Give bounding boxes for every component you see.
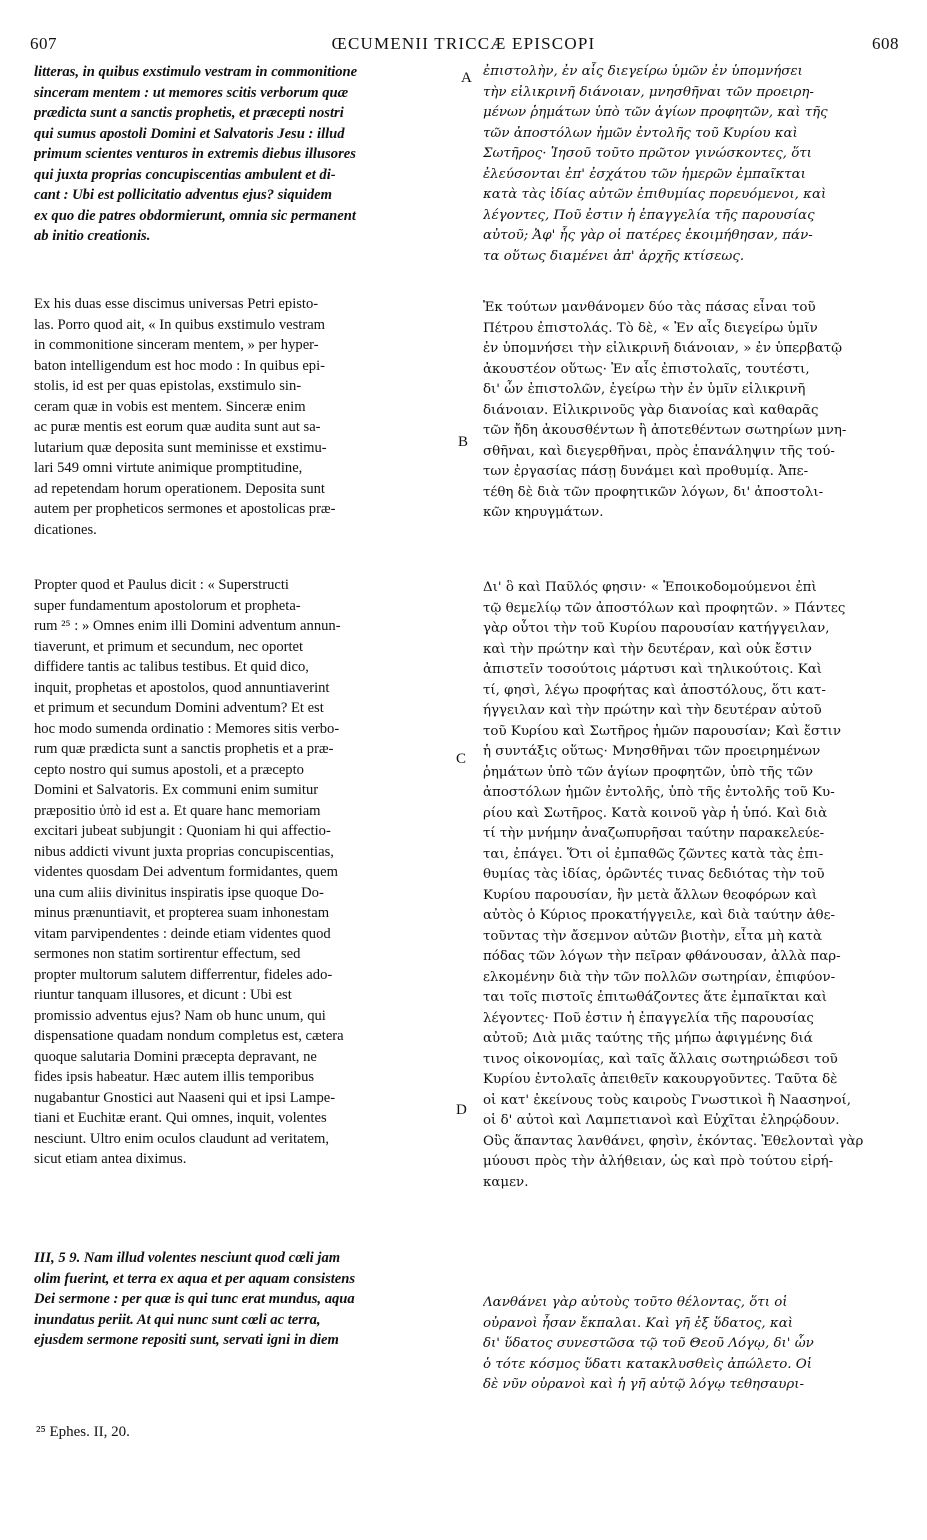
text-line: ται τοῖς πιστοῖς ἐπιτωθάζοντες ἅτε ἐμπαῖκται καὶ (483, 990, 827, 1005)
text-line: propter multorum salutem differrentur, fideles ado- (34, 966, 333, 983)
text-line: olim fuerint, et terra ex aqua et per aquam consistens (34, 1270, 356, 1287)
text-line: una cum aliis divinitus inspiratis ipse quoque Do- (34, 884, 324, 901)
text-line: κατὰ τὰς ἰδίας αὐτῶν ἐπιθυμίας πορευόμενοι, καὶ (483, 187, 827, 202)
margin-marker-a: A (461, 70, 472, 86)
text-line: αὐτοῦ; Ἀφ' ἧς γὰρ οἱ πατέρες ἐκοιμήθησαν, πάν- (483, 228, 813, 243)
text-line: οἱ δ' αὐτοὶ καὶ Λαμπετιανοὶ καὶ Εὐχῖται ἐληρῴδουν. (483, 1113, 840, 1128)
text-line: καὶ τὴν πρώτην καὶ τὴν δευτέραν, καὶ οὐκ ἔστιν (483, 641, 812, 657)
text-line: Πέτρου ἐπιστολάς. Τὸ δὲ, « Ἐν αἷς διεγείρω ὑμῖν (483, 320, 818, 336)
text-line: in commonitione sinceram mentem, » per hyper- (34, 337, 319, 353)
text-line: των ἐργασίας πάσῃ δυνάμει καὶ προθυμίᾳ. Ἀπε- (483, 464, 809, 479)
text-line: τῷ θεμελίῳ τῶν ἀποστόλων καὶ προφητῶν. » Πάντες (483, 600, 846, 616)
text-line: δι' ὧν ἐπιστολῶν, ἐγείρω τὴν ἐν ὑμῖν εἰλικρινῆ (483, 382, 806, 397)
text-line: nugabantur Gnostici aut Naaseni qui et ipsi Lampe- (34, 1089, 336, 1106)
text-line: ἐπιστολὴν, ἐν αἷς διεγείρω ὑμῶν ἐν ὑπομνήσει (483, 64, 803, 79)
text-line: las. Porro quod ait, « In quibus exstimulo vestram (34, 316, 326, 333)
text-line: τῶν ἀποστόλων ἡμῶν ἐντολῆς τοῦ Κυρίου καὶ (483, 125, 798, 141)
text-line: θυμίας τὰς ἰδίας, ὁρῶντές τινας δεδιότας τὴν τοῦ (483, 867, 825, 882)
text-line: Κυρίου ἐντολαῖς ἀπειθεῖν κακουργοῦντες. Ταῦτα δὲ (483, 1072, 838, 1087)
latin-scripture-quote (34, 62, 357, 247)
text-line: οἱ κατ' ἐκείνους τοὺς καιροὺς Γνωστικοὶ ἢ Νaασηνοί, (483, 1092, 852, 1108)
text-line: τί, φησὶ, λέγω προφήτας καὶ ἀποστόλους, ὅτι κατ- (483, 682, 826, 698)
text-line: sermones non statim sortirentur effectum, sed (34, 946, 301, 962)
text-line: baton intelligendum est hoc modo : In quibus epi- (34, 357, 326, 374)
text-line: ejusdem sermone repositi sunt, servati igni in diem (34, 1332, 339, 1348)
margin-marker-d: D (456, 1102, 467, 1118)
text-line: ἐν ὑπομνήσει τὴν εἰλικρινῆ διάνοιαν, » ἐν ὑπερβατῷ (483, 341, 843, 356)
text-line: super fundamentum apostolorum et propheta- (34, 597, 301, 614)
text-line: τινος οἰκονομίας, καὶ ταῖς ἄλλαις σωτηριώδεσι τοῦ (483, 1051, 838, 1067)
text-line: qui sumus apostoli Domini et Salvatoris Jesu : illud (34, 125, 345, 142)
running-title: ŒCUMENII TRICCÆ EPISCOPI (331, 34, 596, 53)
text-line: τῶν ἤδη ἀκουσθέντων ἢ ἀποτεθέντων σωτηρίων μνη- (483, 423, 847, 438)
text-line: et primum et secundum Domini adventum? Et est (34, 700, 324, 716)
text-line: litteras, in quibus exstimulo vestram in commonitione (34, 64, 358, 80)
text-line: rum ²⁵ : » Omnes enim illi Domini adventum annun- (34, 618, 341, 634)
text-line: Ex his duas esse discimus universas Petri episto- (34, 296, 319, 312)
text-line: διάνοιαν. Εἰλικρινοῦς γὰρ διανοίας καὶ καθαρᾶς (483, 402, 819, 418)
text-line: lari 549 omni virtute animique promptitudine, (34, 460, 303, 476)
text-line: riuntur tanquam illusores, et dicunt : Ubi est (34, 987, 292, 1003)
text-line: δι' ὕδατος συνεστῶσα τῷ τοῦ Θεοῦ Λόγῳ, δι' ὧν (483, 1336, 814, 1351)
text-line: λέγοντες· Ποῦ ἐστιν ἡ ἐπαγγελία τῆς παρουσίας (483, 1010, 814, 1026)
text-line: ἀποστόλων ἡμῶν ἐντολῆς, ὑπὸ τῆς ἐντολῆς τοῦ Κυ- (483, 785, 835, 800)
text-line: κῶν κηρυγμάτων. (483, 505, 604, 520)
margin-marker-b: B (458, 434, 469, 450)
text-line: ἀπιστεῖν τοσούτοις μάρτυσι καὶ τηλικούτοις. Καὶ (483, 662, 823, 677)
text-line: cepto nostro qui sumus apostoli, et a præcepto (34, 761, 304, 778)
margin-marker-c: C (456, 751, 467, 767)
text-line: ac puræ mentis est eorum quæ audita sunt aut sa- (34, 419, 321, 435)
text-line: vitam parvipendentes : deinde etiam videntes quod (34, 925, 331, 942)
text-line: ad repetendam horum operationem. Deposita sunt (34, 480, 325, 497)
text-line: primum scientes venturos in extremis diebus illusores (34, 146, 356, 162)
text-line: promissio adventus ejus? Nam ob hunc unum, qui (34, 1007, 326, 1024)
text-line: τοῦ Κυρίου καὶ Σωτῆρος ἡμῶν παρουσίαν; Καὶ ἔστιν (483, 723, 841, 739)
text-line: Σωτῆρος· Ἰησοῦ τοῦτο πρῶτον γινώσκοντες, ὅτι (483, 146, 812, 161)
text-line: videntes quosdam Dei adventum formidantes, quem (34, 864, 338, 880)
greek-scripture-verse (483, 1293, 814, 1396)
greek-commentary-paragraph-2 (483, 578, 863, 1193)
text-line: Propter quod et Paulus dicit : « Superstructi (34, 577, 289, 593)
text-line: præpositio ὑπὸ id est a. Et quare hanc memoriam (34, 802, 321, 819)
text-line: autem per propheticos sermones et apostolicas præ- (34, 501, 336, 517)
text-line: αὐτὸς ὁ Κύριος προκατήγγειλε, καὶ διὰ ταύτην ἀθε- (483, 908, 836, 923)
text-line: τέθη δὲ διὰ τῶν προφητικῶν λόγων, δι' ἀποστολι- (483, 484, 824, 500)
text-line: sinceram mentem : ut memores scitis verborum quæ (34, 84, 349, 101)
text-line: πόδας τῶν λόγων τὴν πεῖραν φθάνουσαν, ἀλλὰ παρ- (483, 949, 841, 964)
text-line: inquit, prophetas et apostolos, quod annuntiaverint (34, 679, 330, 696)
text-line: ελκομένην διὰ τὴν τῶν πολλῶν σωτηρίαν, ἐπιφύον- (483, 969, 836, 985)
text-line: Λανθάνει γὰρ αὐτοὺς τοῦτο θέλοντας, ὅτι οἱ (483, 1295, 788, 1310)
text-line: dicationes. (34, 521, 97, 538)
greek-commentary-paragraph-1 (483, 298, 846, 524)
text-line: οὐρανοὶ ἦσαν ἔκπαλαι. Καὶ γῆ ἐξ ὕδατος, καὶ (483, 1315, 793, 1331)
text-line: Dei sermone : per quæ is qui tunc erat mundus, aqua (34, 1291, 355, 1307)
text-line: Κυρίου παρουσίαν, ἣν μετὰ ἄλλων θεοφόρων καὶ (483, 887, 818, 903)
text-line: γὰρ οὗτοι τὴν τοῦ Κυρίου παρουσίαν κατήγγειλαν, (483, 621, 830, 636)
text-line: ρίου καὶ Σωτῆρος. Κατὰ κοινοῦ γὰρ ἡ ὑπό. Καὶ διὰ (483, 805, 828, 821)
text-line: τα οὕτως διαμένει ἀπ' ἀρχῆς κτίσεως. (483, 248, 745, 264)
text-line: dispensatione quadam nondum completus est, cætera (34, 1028, 344, 1044)
text-line: nibus addicti vivunt juxta proprias concupiscentias, (34, 843, 334, 860)
text-line: Οὓς ἅπαντας λανθάνει, φησὶν, ἑκόντας. Ἐθελονταὶ γὰρ (483, 1133, 864, 1149)
text-line: ceram quæ in vobis est mentem. Sinceræ enim (34, 398, 306, 415)
text-line: ex quo die patres obdormierunt, omnia sic permanent (34, 207, 356, 224)
text-line: καμεν. (483, 1174, 529, 1190)
text-line: ἐλεύσονται ἐπ' ἐσχάτου τῶν ἡμερῶν ἐμπαῖκται (483, 166, 806, 182)
latin-commentary-paragraph-2 (34, 575, 344, 1170)
text-line: stolis, id est per quas epistolas, exstimulo sin- (34, 378, 302, 394)
text-line: inundatus periit. At qui nunc sunt cœli ac terra, (34, 1311, 321, 1328)
text-line: cant : Ubi est pollicitatio adventus ejus? siquidem (34, 187, 332, 203)
text-line: qui juxta proprias concupiscentias ambulent et di- (34, 166, 336, 183)
text-line: rum quæ prædicta sunt a sanctis prophetis et a præ- (34, 741, 334, 757)
text-line: τί τὴν μνήμην ἀναζωπυρῆσαι ταύτην παρακελεύε- (483, 826, 825, 841)
text-line: tiaverunt, et primum et secundum, nec oportet (34, 638, 304, 655)
text-line: fides ipsis habeatur. Hæc autem illis temporibus (34, 1069, 315, 1085)
text-line: ῥημάτων ὑπὸ τῶν ἁγίων προφητῶν, ὑπὸ τῆς τῶν (483, 764, 813, 780)
text-line: III, 5 9. Nam illud volentes nesciunt quod cœli jam (34, 1250, 341, 1266)
page-number-left: 607 (30, 34, 57, 53)
text-line: ἡ συντάξις οὕτως· Μνησθῆναι τῶν προειρημένων (483, 744, 821, 759)
text-line: τοῦντας τὴν ἄσεμνον αὐτῶν βιοτὴν, εἶτα μὴ κατὰ (483, 928, 822, 944)
latin-commentary-paragraph-1 (34, 294, 336, 540)
latin-scripture-verse (34, 1248, 355, 1351)
text-line: ἀκουστέον οὕτως· Ἐν αἷς ἐπιστολαῖς, τουτέστι, (483, 361, 810, 377)
text-line: prædicta sunt a sanctis prophetis, et præcepti nostri (34, 105, 344, 121)
text-line: μένων ῥημάτων ὑπὸ τῶν ἁγίων προφητῶν, καὶ τῆς (483, 105, 828, 120)
text-line: ab initio creationis. (34, 228, 151, 244)
text-line: Δι' ὃ καὶ Παῦλός φησιν· « Ἐποικοδομούμενοι ἐπὶ (483, 580, 817, 595)
text-line: τὴν εἰλικρινῆ διάνοιαν, μνησθῆναι τῶν προειρη- (483, 84, 814, 100)
text-line: σθῆναι, καὶ διεγερθῆναι, πρὸς ἐπανάληψιν τῆς τού- (483, 443, 835, 459)
text-line: ήγγειλαν καὶ τὴν πρώτην καὶ τὴν δευτέραν αὐτοῦ (483, 703, 822, 718)
text-line: ὁ τότε κόσμος ὕδατι κατακλυσθεὶς ἀπώλετο. Οἱ (483, 1356, 813, 1372)
page-number-right: 608 (872, 34, 899, 53)
text-line: tiani et Euchitæ erant. Qui omnes, inquit, volentes (34, 1110, 327, 1126)
text-line: sicut etiam antea diximus. (34, 1151, 187, 1167)
text-line: δὲ νῦν οὐρανοὶ καὶ ἡ γῆ αὐτῷ λόγῳ τεθησαυρι- (483, 1377, 805, 1392)
text-line: excitari jubeat subjungit : Quoniam hi qui affectio- (34, 823, 331, 839)
text-line: ται, ἐπάγει. Ὅτι οἱ ἐμπαθῶς ζῶντες κατὰ τὰς ἐπι- (483, 846, 824, 862)
text-line: minus prænuntiavit, et propterea suam inhonestam (34, 905, 330, 921)
text-line: αὐτοῦ; Διὰ μιᾶς ταύτης τῆς μήπω ἀφιγμένης διά (483, 1031, 813, 1046)
text-line: Ἐκ τούτων μανθάνομεν δύο τὰς πάσας εἶναι τοῦ (483, 300, 816, 315)
footnote: ²⁵ Ephes. II, 20. (36, 1424, 130, 1440)
text-line: Domini et Salvatoris. Ex communi enim sumitur (34, 782, 319, 798)
greek-scripture-quote (483, 62, 828, 267)
text-line: quoque salutaria Domini præcepta depravant, ne (34, 1048, 317, 1065)
text-line: hoc modo sumenda ordinatio : Memores sitis verbo- (34, 720, 340, 737)
text-line: lutarium quæ deposita sunt meminisse et exstimu- (34, 439, 327, 456)
text-line: diffidere tantis ac talibus testibus. Et quid dico, (34, 659, 309, 675)
text-line: μύουσι πρὸς τὴν ἀλήθειαν, ὡς καὶ πρὸ τούτου εἰρή- (483, 1154, 834, 1169)
text-line: nesciunt. Ultro enim oculos claudunt ad veritatem, (34, 1130, 330, 1147)
text-line: λέγοντες, Ποῦ ἐστιν ἡ ἐπαγγελία τῆς παρουσίας (483, 207, 815, 223)
